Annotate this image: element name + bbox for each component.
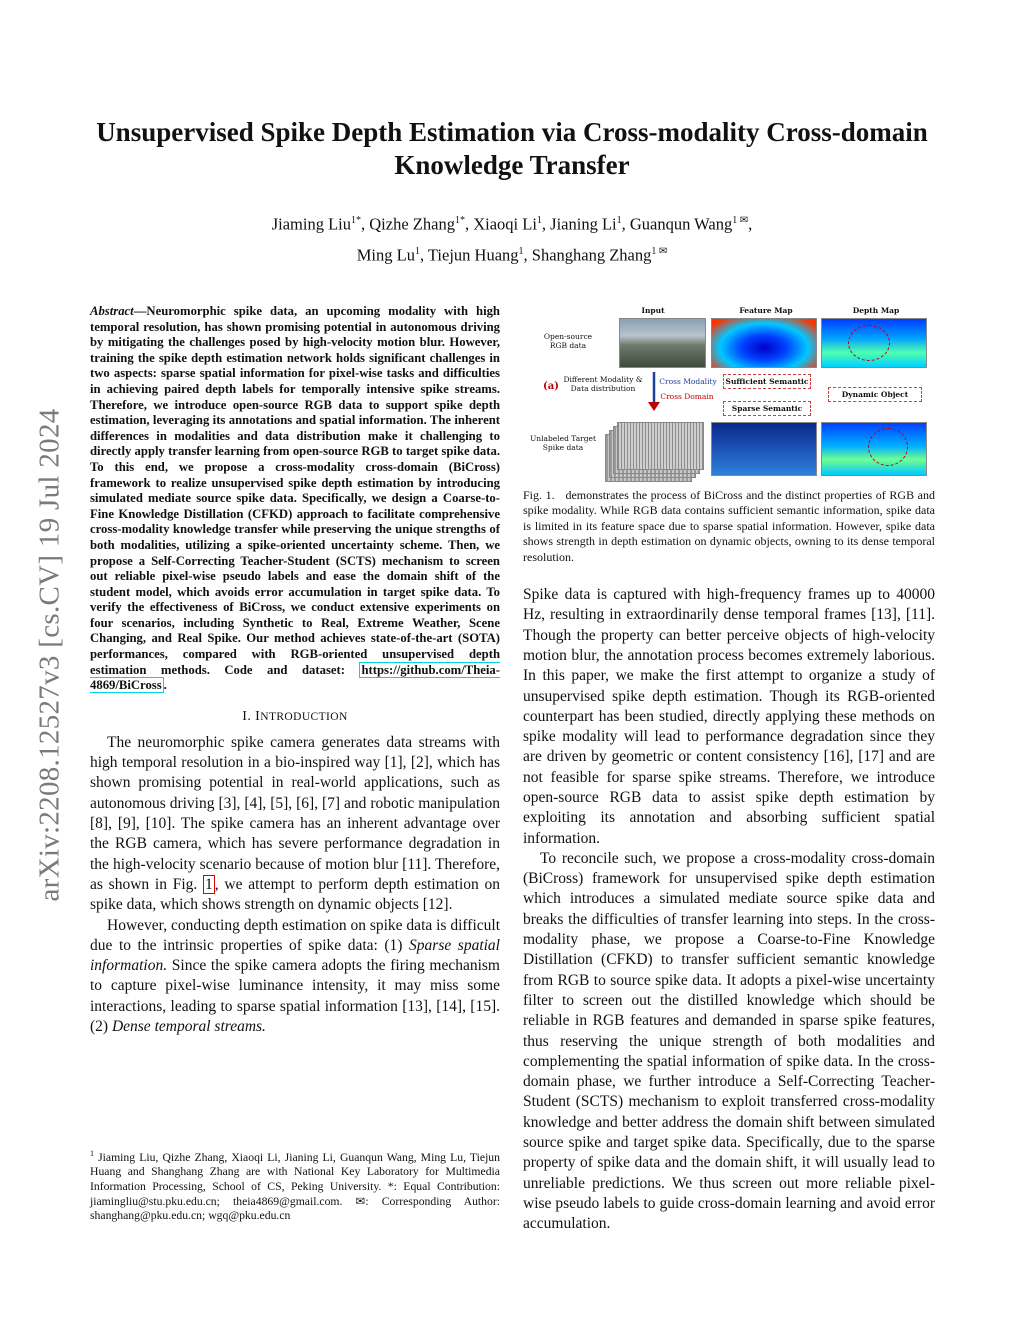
figure-1-caption: Fig. 1. demonstrates the process of BiCross and the distinct properties of RGB and spike modality. While RGB data contains sufficient semantic information, spike data is limited in its feature space due to sparse spatial information. However, spike data shows strength in depth estimation on dynamic objects, owning to its dense temporal resolution. xyxy=(523,488,936,564)
author-affiliation-footnote: $^1$ Jiaming Liu, Qizhe Zhang, Xiaoqi Li, Jianing Li, Guanqun Wang, Ming Lu, Tiejun Huang and Shanghang Zhang are with National Key Laboratory for Multimedia Information Processing, School of CS, Peking University. *: Equal Contribution: jiamingliu@stu.pku.edu.cn; theia4869@gmail.com. ✉: Corresponding Author: shanghang@pku.edu.cn; wgq@pku.edu.cn xyxy=(90,1149,500,1223)
cross-domain-label: Cross Domain xyxy=(660,392,714,401)
right-paragraph-1: Spike data is captured with high-frequency frames up to 40000 Hz, resulting in extraordinarily dense temporal frames [13], [11]. Though the property can better perceive objects of high-velocity motion blur, the annotation process becomes extremely laborious. In this paper, we make the first attempt to organize a study of unsupervised spike depth estimation. Though its RGB-oriented counterpart has been studied, directly applying these methods on spike modality will lead to performance degradation since they are driven by geometric or content consistency [16], [17] and are not feasible for sparse spike streams. Therefore, we introduce open-source RGB data to assist spike depth estimation by exploiting its annotation and absorbing sufficient spatial information. xyxy=(523,586,935,847)
abstract-text: Neuromorphic spike data, an upcoming modality with high temporal resolution, has shown promising potential in autonomous driving by mitigating the challenges posed by high-velocity motion blur. However, training the spike depth estimation network holds significant challenges in two aspects: sparse spatial information for pixel-wise tasks and difficulties in achieving paired depth labels for temporally intensive spike streams. Therefore, we introduce open-source RGB data to support spike depth estimation, leveraging its annotations and spatial information. The inherent differences in modalities and data distribution make it challenging to directly apply transfer learning from open-source RGB to target spike data. To this end, we propose a cross-modality cross-domain (BiCross) framework to realize unsupervised spike depth estimation by introducing simulated mediate source spike data. Specifically, we design a Coarse-to-Fine Knowledge Distillation (CFKD) approach to facilitate comprehensive cross-modality knowledge transfer while preserving the unique strengths of both modalities, utilizing a spike-oriented uncertainty scheme. Then, we propose a Self-Correcting Teacher-Student (SCTS) mechanism to screen out reliable pixel-wise pseudo labels and ease the domain shift of the student model, which avoids error accumulation in target spike data. To verify the effectiveness of BiCross, we conduct extensive experiments on four scenarios, including Synthetic to Real, Extreme Weather, Scene Changing, and Real Spike. Our method achieves state-of-the-art (SOTA) performances, compared with RGB-oriented unsupervised depth estimation methods. Code and dataset: xyxy=(90,304,500,677)
intro-paragraph-2: However, conducting depth estimation on spike data is difficult due to the intrinsic properties of spike data: (1) Sparse spatial information. Since the spike camera adopts the firing mechanism to capture pixel-wise luminance intensity, it may miss some interactions, leading to sparse spatial information [13], [14], [15]. (2) Dense temporal streams. xyxy=(90,916,500,1035)
fig-row-difference: Different Modality & Data distribution xyxy=(563,375,643,393)
author: Ming Lu xyxy=(356,245,415,264)
fig-col-input: Input xyxy=(641,306,665,315)
section-heading-introduction: I. INTRODUCTION xyxy=(242,708,348,724)
rgb-feature-map-image xyxy=(711,318,817,368)
author: Jianing Li xyxy=(550,214,617,234)
author-line-2: Ming Lu$^1$, Tiejun Huang$^1$, Shanghang Zhang$^{1 ✉}$ xyxy=(356,245,668,264)
fig-tag-a: (a) xyxy=(543,381,559,392)
left-column xyxy=(90,304,500,1037)
fig-col-feature: Feature Map xyxy=(739,306,793,315)
sufficient-semantic-box: Sufficient Semantic xyxy=(723,374,811,389)
rgb-input-image xyxy=(619,318,706,368)
cross-modality-label: Cross Modality xyxy=(659,377,717,386)
author: Xiaoqi Li xyxy=(473,214,537,234)
arxiv-id-text: arXiv:2208.12527v3 [cs.CV] 19 Jul 2024 xyxy=(33,408,66,902)
sparse-semantic-box: Sparse Semantic xyxy=(723,401,811,416)
fig-row-rgb: Open-source RGB data xyxy=(543,332,593,350)
author-line-1: Jiaming Liu$^{1*}$, Qizhe Zhang$^{1*}$, Xiaoqi Li$^1$, Jianing Li$^1$, Guanqun Wang$^{1 ✉}$, xyxy=(271,214,753,234)
right-paragraph-2: To reconcile such, we propose a cross-modality cross-domain (BiCross) framework for unsupervised spike depth estimation which introduces a simulated mediate source spike data and breaks the difficulties of transfer learning into steps. In the cross-modality phase, we propose a Coarse-to-Fine Knowledge Distillation (CFKD) to transfer sufficient semantic knowledge from RGB to source spike data. It adopts a pixel-wise uncertainty filter to screen out the distilled knowledge which should be reliable in RGB features and demanded in sparse spike features, thus reserving the unique strength of both modalities and complementing the spatial information of spike data. In the cross-domain phase, we further introduce a Self-Correcting Teacher-Student (SCTS) mechanism to exploit transferred cross-modality knowledge and better address the domain shift between simulated source spike and target spike data. Specifically, due to the sparse property of spike data and the domain shift, it will usually lead to unreliable predictions. We thus screen out more reliable pixel-wise pseudo labels to guide cross-domain learning and avoid error accumulation. xyxy=(523,849,935,1233)
author: Qizhe Zhang xyxy=(369,214,455,234)
abstract-lead: Abstract xyxy=(90,304,134,318)
figure-1 xyxy=(523,300,935,482)
spike-depth-highlight xyxy=(868,428,908,466)
author: Tiejun Huang xyxy=(427,245,519,264)
author: Guanqun Wang xyxy=(629,214,733,234)
intro-paragraph-1: The neuromorphic spike camera generates data streams with high temporal resolution in a bio-inspired way [1], [2], which has shown promising potential in real-world applications, such as autonomous driving [3], [4], [5], [6], [7] and robotic manipulation [8], [9], [10]. The spike camera has an inherent advantage over the RGB camera, which has severe performance degradation in the high-velocity scenario because of motion blur [11]. Therefore, as shown in Fig. 1 , we attempt to perform depth estimation on spike data, which shows strength on dynamic objects [12]. xyxy=(90,733,501,914)
spike-feature-map-image xyxy=(711,422,817,476)
author: Jiaming Liu xyxy=(271,214,352,234)
fig-row-spike: Unlabeled Target Spike data xyxy=(529,434,596,452)
author-list xyxy=(90,207,934,268)
spike-input-image xyxy=(617,422,704,470)
author: Shanghang Zhang xyxy=(531,245,652,264)
abstract: Abstract—Neuromorphic spike data, an upcoming modality with high temporal resolution, has shown promising potential in autonomous driving by mitigating the challenges posed by high-velocity motion blur. However, training the spike depth estimation network holds significant challenges in two aspects: sparse spatial information for pixel-wise tasks and difficulties in achieving paired depth labels for temporally intensive spike streams. Therefore, we introduce open-source RGB data to support spike depth estimation, leveraging its annotations and spatial information. The inherent differences in modalities and data distribution make it challenging to directly apply transfer learning from open-source RGB to target spike data. To this end, we propose a cross-modality cross-domain (BiCross) framework to realize unsupervised spike depth estimation by introducing simulated mediate source spike data. Specifically, we design a Coarse-to-Fine Knowledge Distillation (CFKD) approach to facilitate comprehensive cross-modality knowledge transfer while preserving the unique strengths of both modalities, utilizing a spike-oriented uncertainty scheme. Then, we propose a Self-Correcting Teacher-Student (SCTS) mechanism to screen out reliable pixel-wise pseudo labels and ease the domain shift of the student model, which avoids error accumulation in target spike data. To verify the effectiveness of BiCross, we conduct extensive experiments on four scenarios, including Synthetic to Real, Extreme Weather, Scene Changing, and Real Spike. Our method achieves state-of-the-art (SOTA) performances, compared with RGB-oriented unsupervised depth estimation methods. Code and dataset: https://github.com/Theia-4869/BiCross . xyxy=(90,304,501,693)
paper-title: Unsupervised Spike Depth Estimation via Cross-modality Cross-domain Knowledge Transfer xyxy=(96,117,928,180)
code-link[interactable]: https://github.com/Theia-4869/BiCross xyxy=(90,662,501,693)
rgb-depth-highlight xyxy=(848,325,890,361)
right-column xyxy=(523,300,935,1235)
dynamic-object-box: Dynamic Object xyxy=(828,387,922,402)
figure-reference-link[interactable]: 1 xyxy=(205,875,213,893)
arxiv-side-identifier xyxy=(30,360,70,950)
fig-col-depth: Depth Map xyxy=(852,306,900,315)
